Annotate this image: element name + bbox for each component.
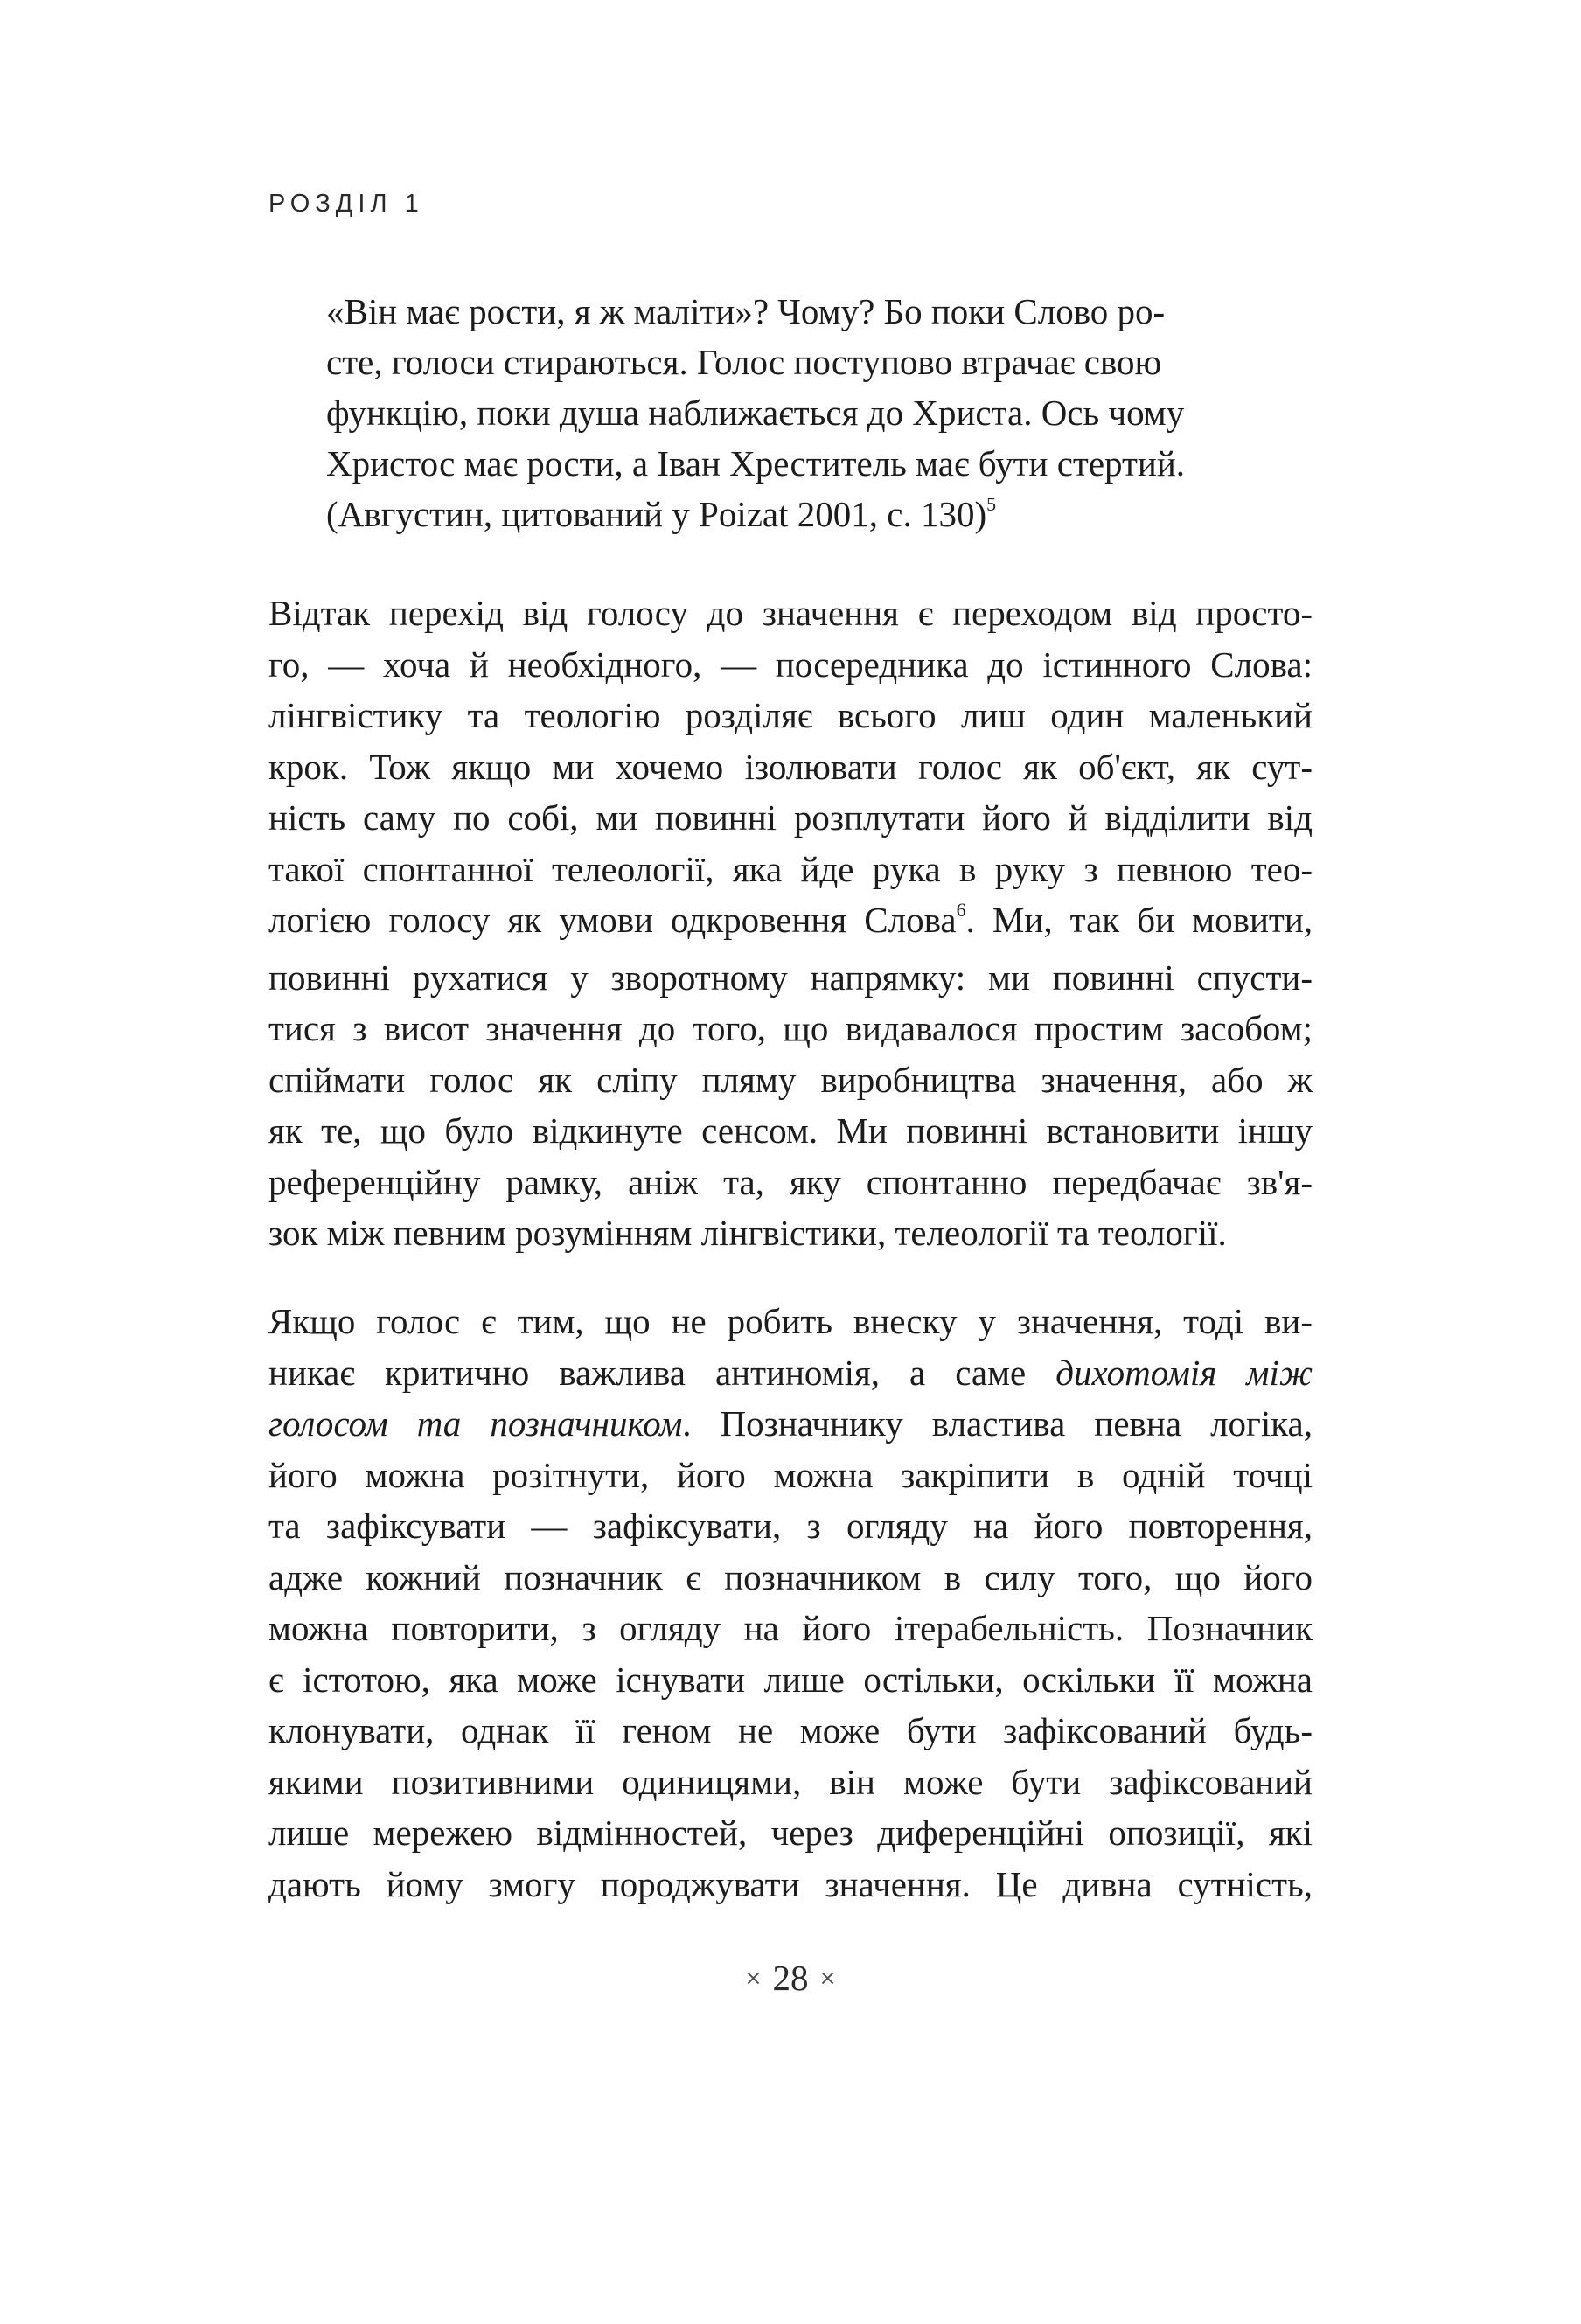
multiplication-sign-icon: × — [818, 1966, 837, 1990]
footnote-ref-6: 6 — [956, 899, 966, 921]
italic-emphasis: дихотомія між — [1055, 1352, 1313, 1393]
paragraph-line: як те, що було відкинуте сенсом. Ми повинні встановити іншу — [268, 1110, 1313, 1151]
line-text: никає критично важлива антиномія, а саме — [268, 1352, 1056, 1393]
paragraph-line: зок між певним розумінням лінгвістики, телеології та теології. — [268, 1213, 1227, 1253]
paragraph-line: повинні рухатися у зворотному напрямку: ми повинні спусти- — [268, 957, 1313, 998]
line-text: логією голосу як умови одкровення Слова — [268, 900, 957, 940]
running-head: РОЗДІЛ 1 — [268, 190, 424, 218]
multiplication-sign-icon: × — [744, 1966, 763, 1990]
paragraph-line: лінгвістику та теологію розділяє всього лиш один маленький — [268, 695, 1313, 735]
quote-line: сте, голоси стираються. Голос поступово втрачає свою — [326, 342, 1162, 382]
paragraph-line: дають йому змогу породжувати значення. Це дивна сутність, — [268, 1863, 1313, 1904]
paragraph-line: адже кожний позначник є позначником в силу того, що його — [268, 1556, 1313, 1597]
paragraph-line: можна повторити, з огляду на його ітерабельність. Позначник — [268, 1608, 1313, 1648]
paragraph-line: такої спонтанної телеології, яка йде рука в руку з певною тео- — [268, 848, 1313, 889]
paragraph-line: та зафіксувати — зафіксувати, з огляду на його повторення, — [268, 1506, 1313, 1546]
paragraph-line: є істотою, яка може існувати лише остільки, оскільки її можна — [268, 1659, 1313, 1700]
paragraph-line: Якщо голос є тим, що не робить внеску у значення, тоді ви- — [268, 1301, 1313, 1341]
paragraph-line — [268, 1398, 1313, 1450]
paragraph-line: Відтак перехід від голосу до значення є переходом від просто- — [268, 593, 1313, 633]
quote-citation: (Августин, цитований у Poizat 2001, с. 130) — [326, 494, 987, 534]
paragraph-2 — [268, 1296, 1313, 1910]
paragraph-line — [268, 1347, 1313, 1399]
paragraph-line: тися з висот значення до того, що видавалося простим засобом; — [268, 1008, 1313, 1048]
paragraph-line: якими позитивними одиницями, він може бути зафіксований — [268, 1761, 1313, 1802]
footnote-ref-5: 5 — [986, 493, 997, 515]
paragraph-line: спіймати голос як сліпу пляму виробництва значення, або ж — [268, 1059, 1313, 1100]
quote-citation-line — [326, 489, 1253, 546]
paragraph-line: референційну рамку, аніж та, яку спонтанно передбачає зв'я- — [268, 1161, 1313, 1202]
quote-line: Христос має рости, а Іван Хреститель має бути стертий. — [326, 443, 1186, 484]
paragraph-line: клонувати, однак її геном не може бути зафіксований будь- — [268, 1710, 1313, 1750]
paragraph-line: лише мережею відмінностей, через диференційні опозиції, які — [268, 1813, 1313, 1853]
line-text: . Позначнику властива певна логіка, — [682, 1403, 1313, 1444]
paragraph-line: го, — хоча й необхідного, — посередника до істинного Слова: — [268, 644, 1313, 685]
paragraph-line-with-footnote — [268, 894, 1313, 952]
italic-emphasis: голосом та позначником — [268, 1403, 683, 1444]
paragraph-line: ність саму по собі, ми повинні розплутати його й відділити від — [268, 797, 1313, 838]
paragraph-line: крок. Тож якщо ми хочемо ізолювати голос як об'єкт, як сут- — [268, 746, 1313, 787]
quote-line: функцію, поки душа наближається до Христа. Ось чому — [326, 393, 1185, 433]
line-text: . Ми, так би мовити, — [965, 900, 1313, 940]
page-number: 28 — [772, 1958, 809, 1998]
page-folio — [0, 1957, 1581, 1999]
block-quote — [326, 286, 1253, 546]
paragraph-line: його можна розітнути, його можна закріпити в одній точці — [268, 1454, 1313, 1495]
quote-line: «Він має рости, я ж маліти»? Чому? Бо поки Слово ро- — [326, 291, 1166, 331]
paragraph-1 — [268, 588, 1313, 1259]
